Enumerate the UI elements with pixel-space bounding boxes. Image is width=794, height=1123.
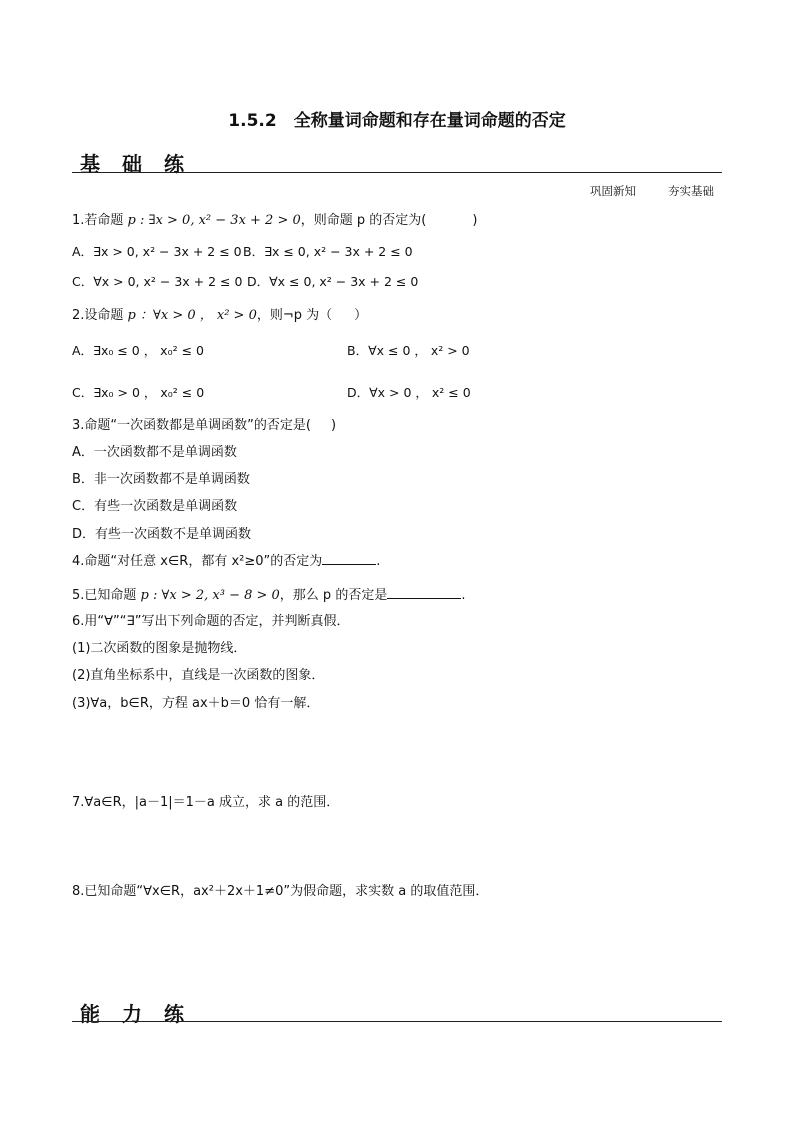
question-formula: p : ∀x > 2, x³ − 8 > 0 [136, 588, 280, 603]
section-subtitle-right: 夯实基础 [668, 184, 714, 198]
option-a: A．∃x > 0, x² − 3x + 2 ≤ 0 [72, 244, 242, 259]
question-text: ，则¬p 为（ [256, 308, 333, 323]
question-text: 设命题 [84, 308, 124, 323]
question-end: . [376, 554, 381, 569]
option-b: B．∀x ≤ 0 ， x² > 0 [347, 343, 470, 358]
question-number: 4. [72, 554, 85, 569]
answer-paren: ) [472, 213, 478, 228]
option-c: C．∃x₀ > 0 ， x₀² ≤ 0 [72, 385, 205, 400]
question-text: 用“∀”“∃”写出下列命题的否定，并判断真假． [84, 614, 350, 629]
question-part-3: (3)∀a，b∈R，方程 ax＋b＝0 恰有一解． [72, 696, 320, 711]
option-a: A．∃x₀ ≤ 0 ， x₀² ≤ 0 [72, 343, 204, 358]
question-end: . [461, 588, 466, 603]
option-c: C．有些一次函数是单调函数 [72, 499, 238, 514]
option-d: D．∀x ≤ 0, x² − 3x + 2 ≤ 0 [247, 274, 419, 289]
question-text: ，那么 p 的否定是 [279, 588, 388, 603]
question-formula: p : ∃x > 0, x² − 3x + 2 > 0 [123, 213, 301, 228]
question-text: 命题“一次函数都是单调函数”的否定是( [84, 418, 311, 433]
answer-paren: ) [330, 418, 337, 433]
section-divider [72, 1021, 722, 1022]
question-number: 3. [72, 418, 85, 433]
question-text: 已知命题“∀x∈R，ax²＋2x＋1≠0”为假命题，求实数 a 的取值范围． [84, 884, 489, 899]
question-text: ，则命题 p 的否定为( [300, 213, 427, 228]
question-3 [72, 414, 336, 433]
question-part-1: (1)二次函数的图象是抛物线． [72, 641, 247, 656]
section-heading-basic: 基础练 [80, 152, 206, 176]
answer-blank[interactable] [387, 587, 461, 599]
question-6 [72, 610, 349, 629]
option-d: D．有些一次函数不是单调函数 [72, 527, 252, 542]
answer-paren: ） [354, 308, 368, 323]
option-b: B．非一次函数都不是单调函数 [72, 472, 250, 487]
question-text: 已知命题 [84, 588, 137, 603]
question-number: 8. [72, 884, 85, 899]
question-number: 2. [72, 308, 85, 323]
question-number: 6. [72, 614, 85, 629]
question-8 [72, 880, 488, 899]
option-a: A．一次函数都不是单调函数 [72, 445, 237, 460]
question-text: ∀a∈R，|a－1|＝1－a 成立，求 a 的范围． [84, 795, 340, 810]
answer-blank[interactable] [322, 553, 376, 565]
question-text: 若命题 [84, 213, 124, 228]
question-number: 5. [72, 588, 85, 603]
question-text: 命题“对任意 x∈R，都有 x²≥0”的否定为 [84, 554, 323, 569]
option-c: C．∀x > 0, x² − 3x + 2 ≤ 0 [72, 274, 243, 289]
question-part-2: (2)直角坐标系中，直线是一次函数的图象． [72, 668, 325, 683]
section-divider [72, 172, 722, 173]
section-subtitle-left: 巩固新知 [590, 184, 636, 198]
question-7 [72, 791, 339, 810]
page-title: 1.5.2 全称量词命题和存在量词命题的否定 [228, 111, 566, 131]
question-number: 7. [72, 795, 85, 810]
section-heading-ability: 能力练 [80, 1002, 206, 1026]
question-formula: p ：∀x > 0 ， x² > 0 [123, 308, 257, 323]
question-5 [72, 584, 465, 603]
option-b: B．∃x ≤ 0, x² − 3x + 2 ≤ 0 [243, 244, 413, 259]
question-number: 1. [72, 213, 85, 228]
question-2 [72, 304, 367, 323]
question-4 [72, 550, 380, 569]
option-d: D．∀x > 0 ， x² ≤ 0 [347, 385, 471, 400]
question-1 [72, 209, 477, 228]
